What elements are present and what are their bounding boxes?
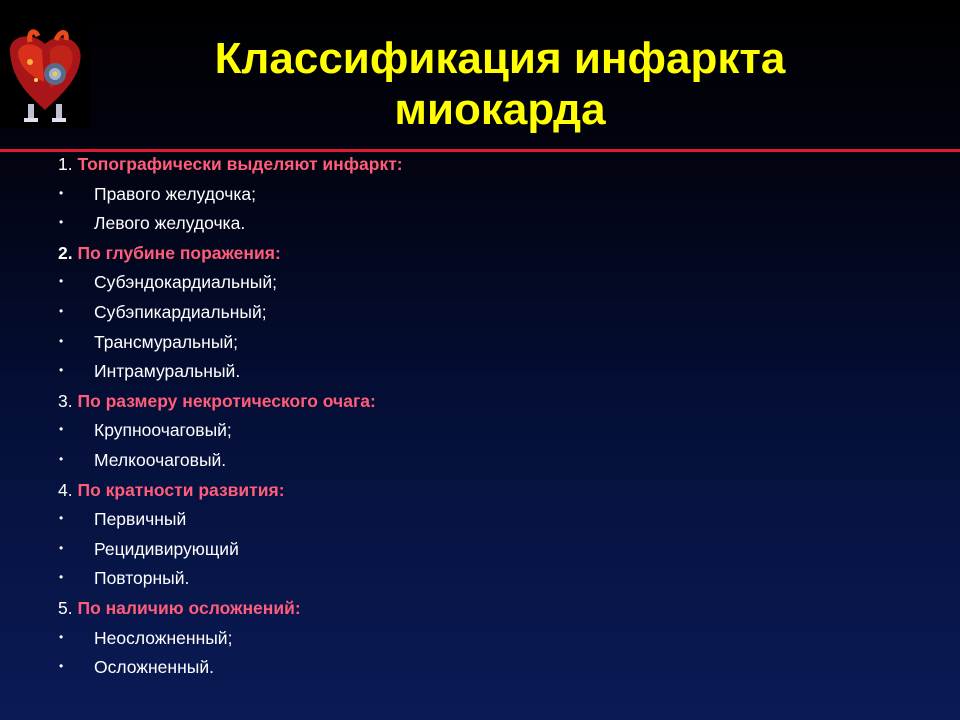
slide-title-line-1: Классификация инфаркта	[214, 34, 786, 83]
bullet-icon: •	[59, 185, 64, 200]
section-number: 2.	[58, 242, 73, 263]
list-item	[58, 328, 938, 358]
list-item	[58, 209, 938, 239]
list-item	[58, 298, 938, 328]
list-item-text: Правого желудочка;	[94, 183, 257, 204]
list-item	[58, 357, 938, 387]
list-item	[58, 416, 938, 446]
list-item	[58, 653, 938, 683]
list-item-text: Субэндокардиальный;	[94, 272, 277, 293]
list-item	[58, 535, 938, 565]
list-item-text: Субэпикардиальный;	[94, 301, 267, 322]
list-item-text: Левого желудочка.	[94, 213, 246, 234]
section-heading-4	[58, 476, 938, 506]
list-item	[58, 505, 938, 535]
section-heading-text: По кратности развития:	[77, 479, 285, 500]
bullet-icon: •	[59, 303, 64, 318]
bullet-icon: •	[59, 511, 64, 526]
section-number: 4.	[58, 479, 73, 500]
heart-illustration-icon	[0, 22, 90, 128]
bullet-icon: •	[59, 659, 64, 674]
section-heading-1	[58, 150, 938, 180]
section-number: 3.	[58, 390, 73, 411]
bullet-icon: •	[59, 422, 64, 437]
section-number: 1.	[58, 154, 73, 174]
section-heading-text: Топографически выделяют инфаркт:	[77, 154, 403, 174]
classification-list	[58, 150, 938, 683]
list-item	[58, 564, 938, 594]
list-item-text: Интрамуральный.	[94, 361, 241, 382]
list-item-text: Осложненный.	[94, 657, 214, 678]
section-heading-5	[58, 594, 938, 624]
list-item-text: Неосложненный;	[94, 627, 233, 648]
list-item-text: Рецидивирующий	[94, 538, 239, 559]
bullet-icon: •	[59, 363, 64, 378]
section-heading-text: По глубине поражения:	[77, 242, 281, 263]
list-item	[58, 446, 938, 476]
bullet-icon: •	[59, 629, 64, 644]
section-heading-2	[58, 239, 938, 269]
section-heading-3	[58, 387, 938, 417]
list-item-text: Повторный.	[94, 568, 190, 589]
bullet-icon: •	[59, 274, 64, 289]
slide-title	[90, 33, 910, 135]
list-item-text: Крупноочаговый;	[94, 420, 232, 441]
list-item	[58, 180, 938, 210]
list-item-text: Трансмуральный;	[94, 331, 239, 352]
bullet-icon: •	[59, 333, 64, 348]
section-number: 5.	[58, 597, 73, 618]
section-heading-text: По размеру некротического очага:	[77, 390, 376, 411]
list-item-text: Мелкоочаговый.	[94, 449, 227, 470]
bullet-icon: •	[59, 540, 64, 555]
section-heading-text: По наличию осложнений:	[77, 597, 301, 618]
bullet-icon: •	[59, 570, 64, 585]
bullet-icon: •	[59, 451, 64, 466]
list-item	[58, 624, 938, 654]
slide-title-line-2: миокарда	[394, 85, 606, 134]
bullet-icon: •	[59, 215, 64, 230]
list-item-text: Первичный	[94, 509, 187, 530]
list-item	[58, 268, 938, 298]
